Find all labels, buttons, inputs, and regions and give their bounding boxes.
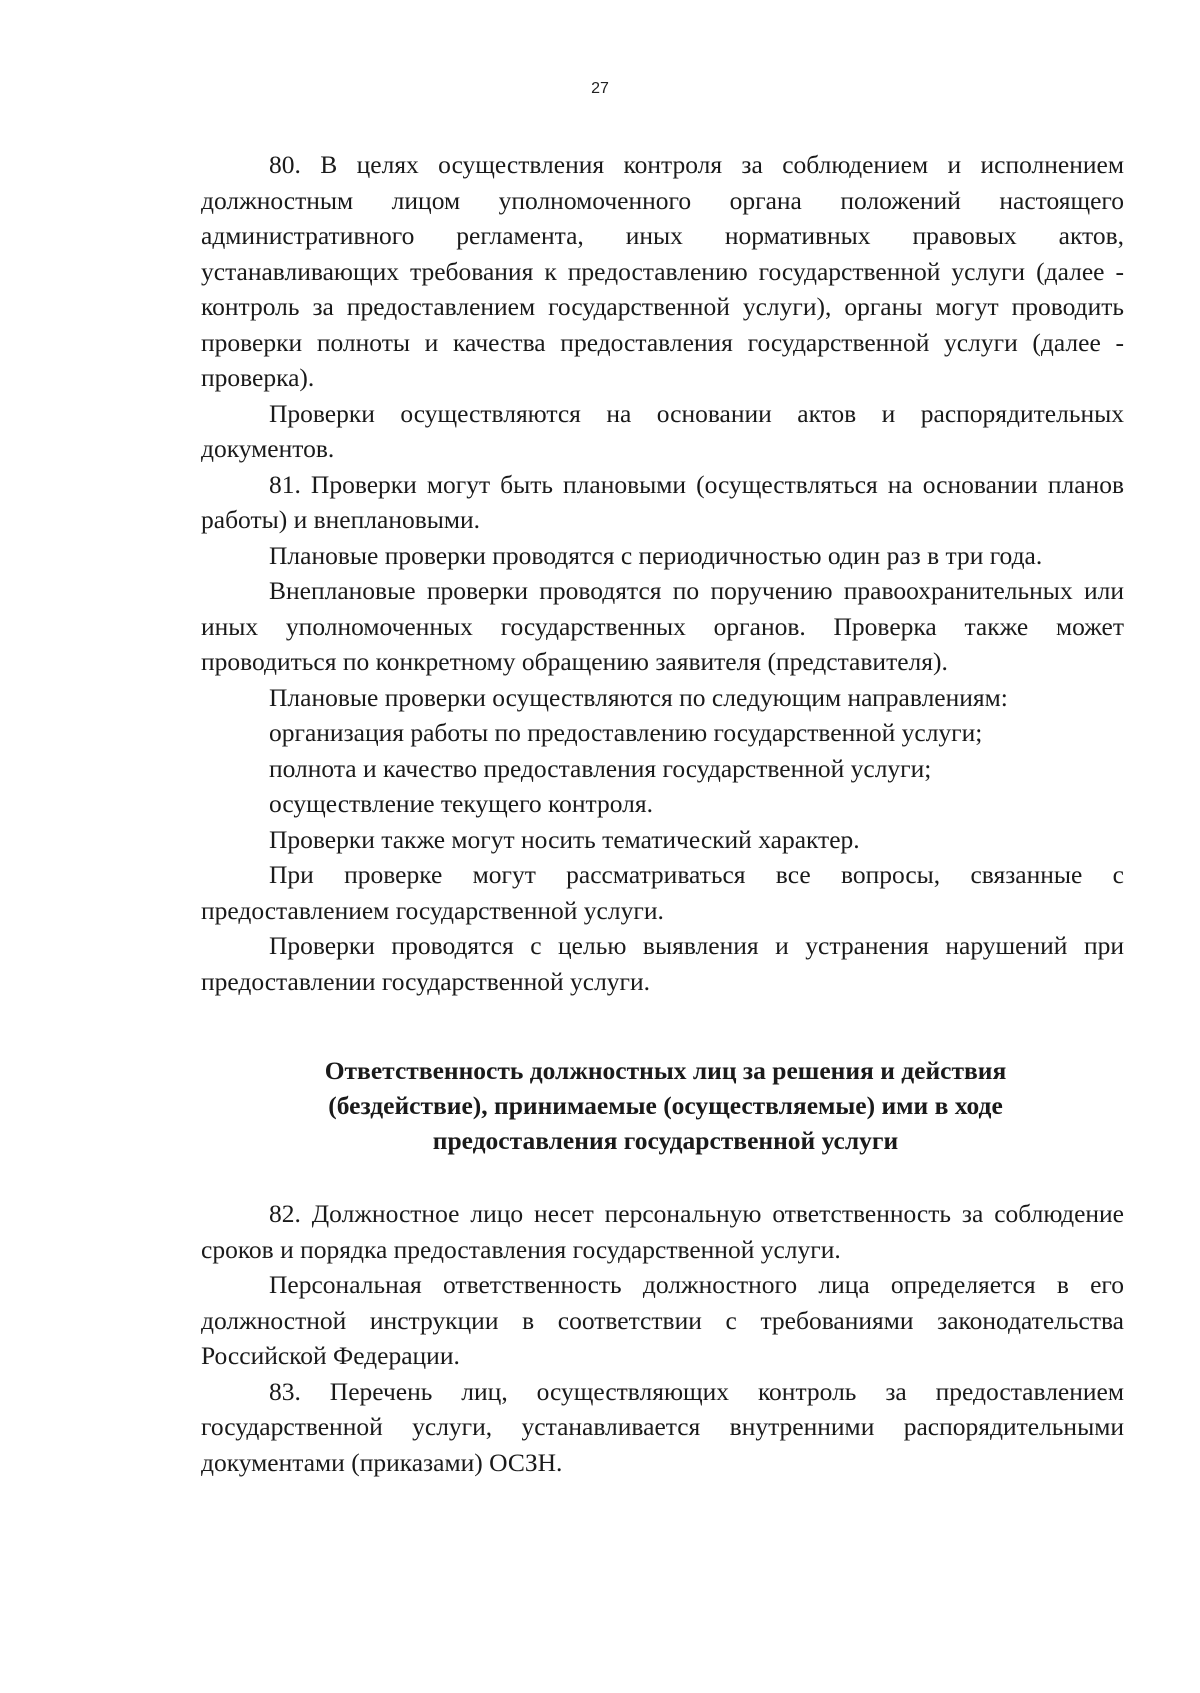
list-item-direction-3: осуществление текущего контроля.	[269, 789, 653, 818]
paragraph-thematic: Проверки также могут носить тематический характер.	[269, 824, 860, 854]
paragraph-83: 83. Перечень лиц, осуществляющих контроль за предоставлением государственной услуги, устанавливается внутренними распорядительными документами (приказами) ОСЗН.	[201, 1376, 1124, 1477]
section-heading-line-2: (бездействие), принимаемые (осуществляемые) ими в ходе	[328, 1091, 1003, 1120]
page-number: 27	[591, 80, 609, 97]
paragraph-unplanned: Внеплановые проверки проводятся по поручению правоохранительных или иных уполномоченных государственных органов. Проверка также может проводиться по конкретному обращению заявителя (представителя).	[201, 576, 1124, 676]
document-body	[201, 147, 1124, 1480]
list-item-direction-1: организация работы по предоставлению государственной услуги;	[269, 718, 983, 747]
paragraph-81: 81. Проверки могут быть плановыми (осуществляться на основании планов работы) и внеплановыми.	[201, 469, 1124, 534]
paragraph-purpose: Проверки проводятся с целью выявления и устранения нарушений при предоставлении государственной услуги.	[201, 931, 1124, 996]
section-heading-line-1: Ответственность должностных лиц за решения и действия	[324, 1056, 1007, 1085]
paragraph-inspection-basis: Проверки осуществляются на основании актов и распорядительных документов.	[201, 398, 1124, 463]
paragraph-personal-responsibility: Персональная ответственность должностного лица определяется в его должностной инструкции в соответствии с требованиями законодательства Российской Федерации.	[201, 1270, 1124, 1370]
paragraph-all-questions: При проверке могут рассматриваться все вопросы, связанные с предоставлением государственной услуги.	[201, 860, 1124, 925]
section-heading	[201, 1053, 1124, 1158]
paragraph-80: 80. В целях осуществления контроля за соблюдением и исполнением должностным лицом уполномоченного органа положений настоящего административного регламента, иных нормативных правовых актов, устанавливающих требования к предоставлению государственной услуги (далее - контроль за предоставлением государственной услуги), органы могут проводить проверки полноты и качества предоставления государственной услуги (далее - проверка).	[201, 150, 1124, 392]
paragraph-82: 82. Должностное лицо несет персональную ответственность за соблюдение сроков и порядка предоставления государственной услуги.	[201, 1199, 1124, 1264]
paragraph-planned-frequency: Плановые проверки проводятся с периодичностью один раз в три года.	[269, 540, 1043, 570]
list-item-direction-2: полнота и качество предоставления государственной услуги;	[269, 753, 932, 783]
section-heading-line-3: предоставления государственной услуги	[432, 1126, 899, 1155]
paragraph-directions-intro: Плановые проверки осуществляются по следующим направлениям:	[269, 682, 1008, 712]
